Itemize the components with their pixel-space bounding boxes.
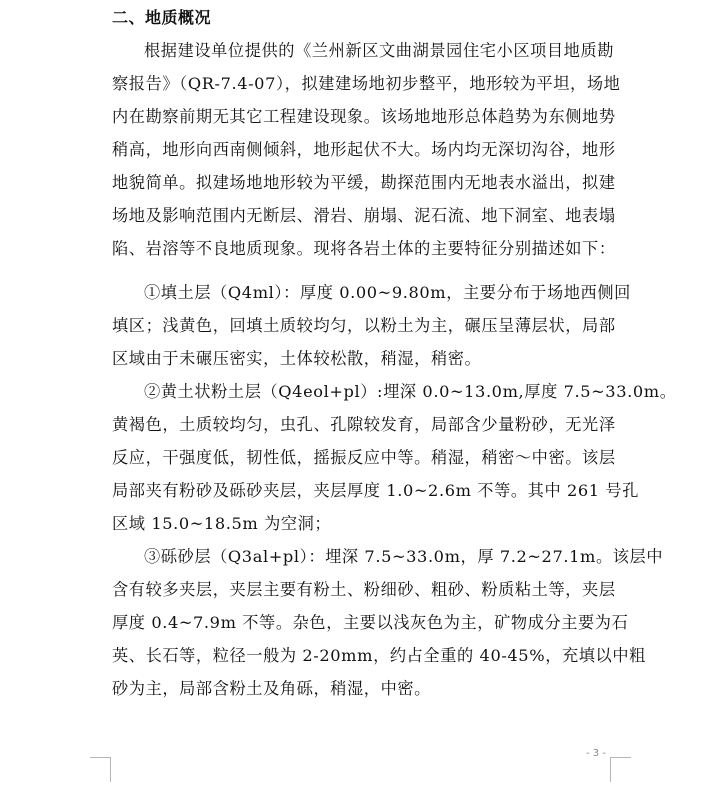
text-line: 黄褐色，土质较均匀，虫孔、孔隙较发育，局部含少量粉砂，无光泽 [112, 415, 616, 434]
text-line: 区域 15.0~18.5m 为空洞； [112, 514, 332, 533]
text-line: 区域由于未碾压密实，土体较松散，稍湿，稍密。 [112, 349, 482, 368]
section-heading: 二、地质概况 [112, 8, 212, 27]
text-line: 场地及影响范围内无断层、滑岩、崩塌、泥石流、地下洞室、地表塌 [112, 206, 616, 225]
margin-corner-mark-left [90, 757, 111, 782]
text-line: ➂砾砂层（Q3al+pl）：埋深 7.5~33.0m，厚 7.2~27.1m。该层中 [144, 547, 664, 566]
text-line: 填区；浅黄色，回填土质较均匀，以粉土为主，碾压呈薄层状，局部 [112, 316, 616, 335]
text-line: 厚度 0.4~7.9m 不等。杂色，主要以浅灰色为主，矿物成分主要为石 [112, 613, 629, 632]
text-line: 地貌简单。拟建场地地形较为平缓，勘探范围内无地表水溢出，拟建 [112, 173, 616, 192]
page-number: - 3 - [586, 748, 606, 759]
text-line: 察报告》（QR-7.4-07），拟建建场地初步整平，地形较为平坦，场地 [112, 74, 621, 93]
text-line: 根据建设单位提供的《兰州新区文曲湖景园住宅小区项目地质勘 [144, 41, 615, 60]
text-line: 稍高，地形向西南侧倾斜，地形起伏不大。场内均无深切沟谷，地形 [112, 140, 616, 159]
text-line: 陷、岩溶等不良地质现象。现将各岩土体的主要特征分别描述如下： [112, 239, 616, 258]
text-line: 内在勘察前期无其它工程建设现象。该场地地形总体趋势为东侧地势 [112, 107, 616, 126]
text-line: 英、长石等，粒径一般为 2-20mm，约占全重的 40-45%，充填以中粗 [112, 646, 646, 665]
text-line: 反应，干强度低，韧性低，摇振反应中等。稍湿，稍密～中密。该层 [112, 448, 616, 467]
text-line: ➀填土层（Q4ml）：厚度 0.00~9.80m，主要分布于场地西侧回 [144, 283, 631, 302]
text-line: ➁黄土状粉土层（Q4eol+pl）:埋深 0.0~13.0m,厚度 7.5~33.0m。 [144, 382, 677, 401]
text-line: 局部夹有粉砂及砾砂夹层，夹层厚度 1.0~2.6m 不等。其中 261 号孔 [112, 481, 639, 500]
margin-corner-mark-right [610, 757, 631, 782]
text-line: 砂为主，局部含粉土及角砾，稍湿，中密。 [112, 679, 431, 698]
text-line: 含有较多夹层，夹层主要有粉土、粉细砂、粗砂、粉质粘土等，夹层 [112, 580, 616, 599]
